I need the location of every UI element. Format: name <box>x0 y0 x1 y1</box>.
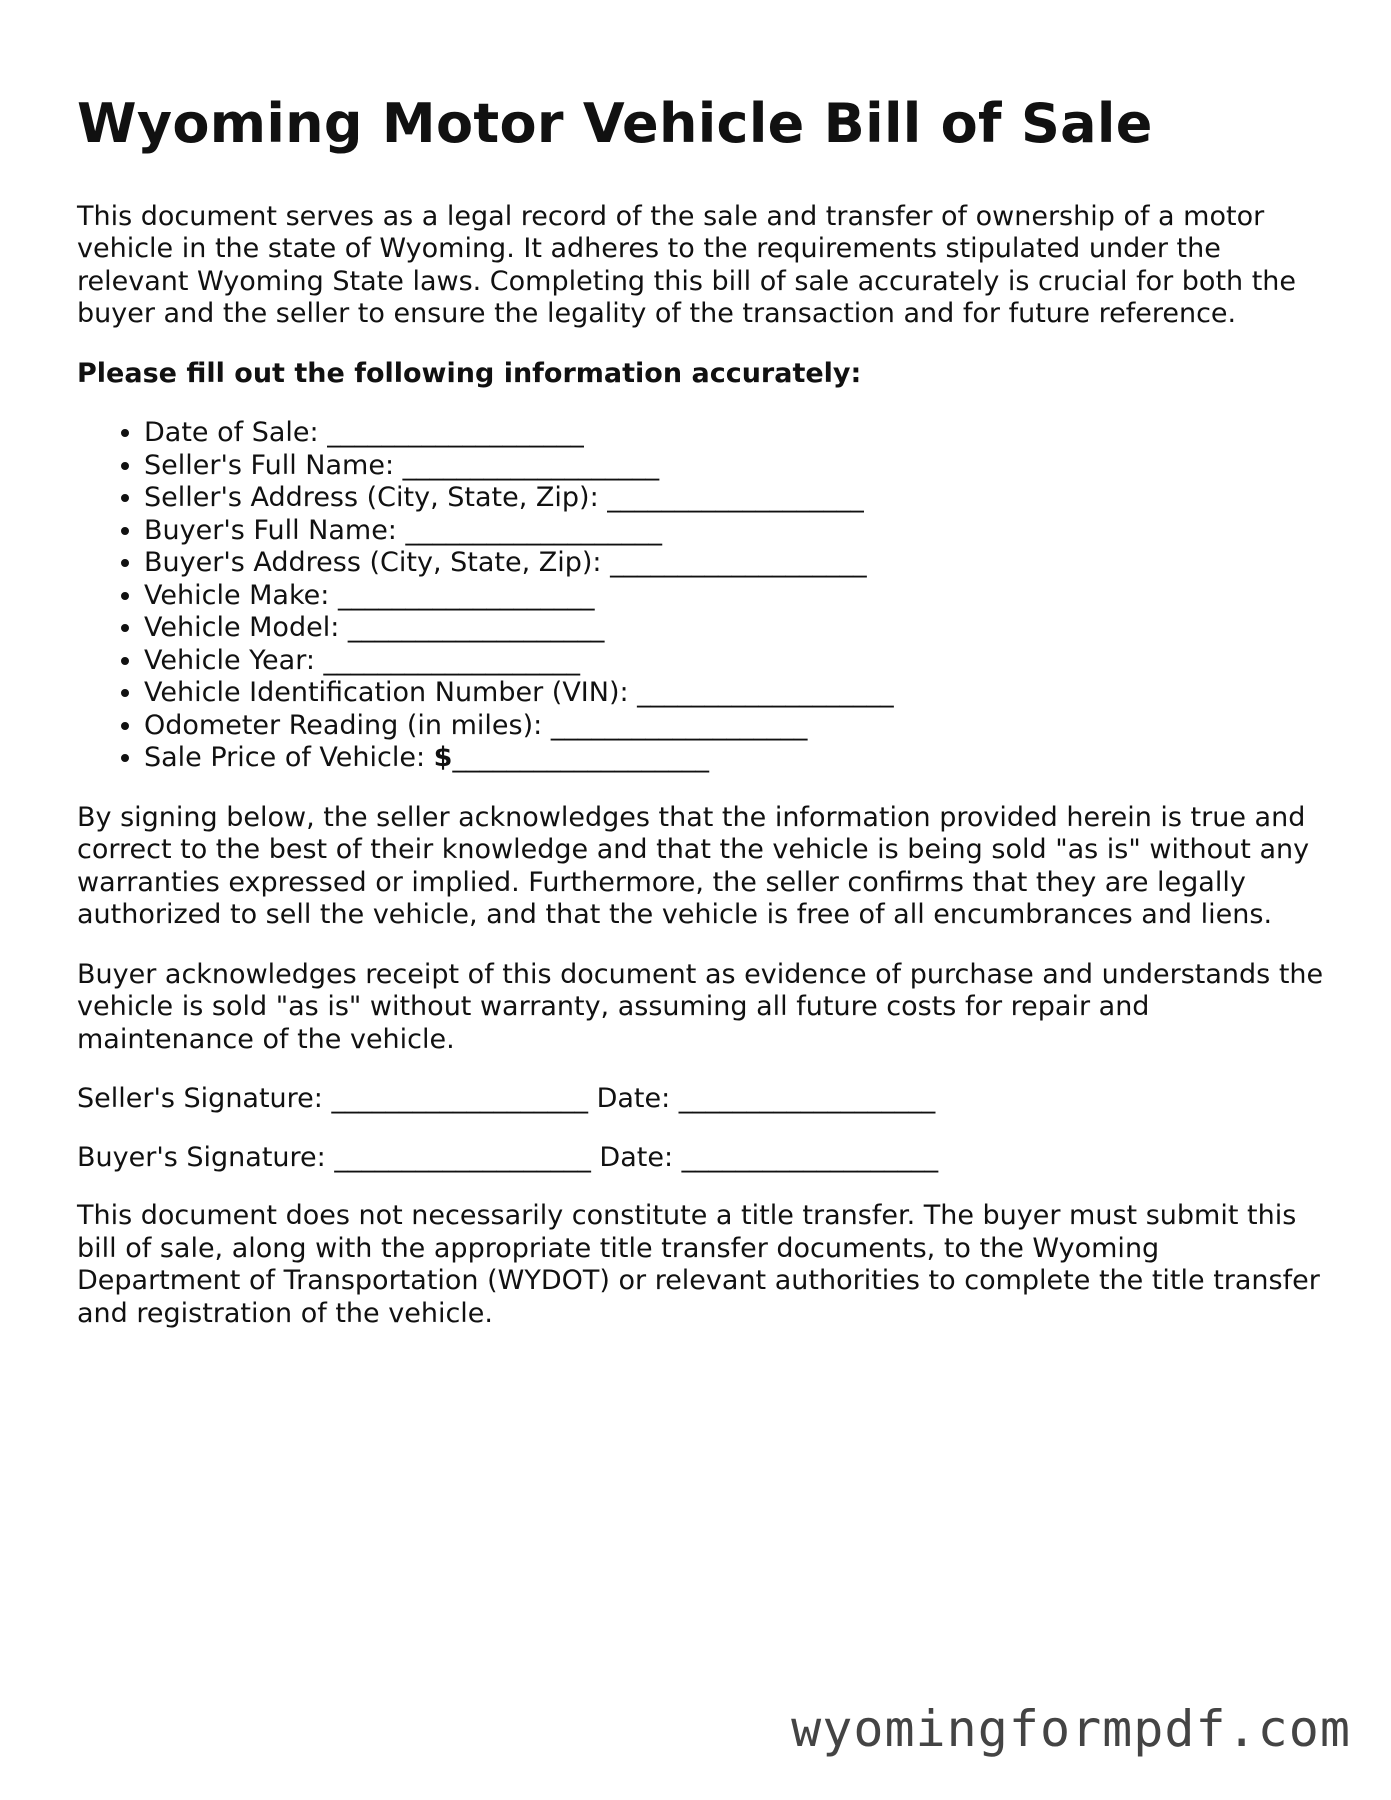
sale-price-blank[interactable]: ___________________ <box>452 742 709 774</box>
vehicle-make-blank[interactable]: ___________________ <box>337 579 595 611</box>
field-date-of-sale: • Date of Sale: ___________________ <box>144 417 1327 450</box>
buyer-name-blank[interactable]: ___________________ <box>405 514 662 546</box>
vehicle-model-blank[interactable]: ___________________ <box>347 612 605 644</box>
intro-paragraph: This document serves as a legal record of the sale and transfer of ownership of a motor vehicle in the state of Wyoming. It adheres to the requirements stipulated under the relevant Wyoming State laws. Completing this bill of sale accurately is crucial for both the buyer and the seller to ensure the legality of the transaction and for future reference. <box>77 200 1297 330</box>
document-title: Wyoming Motor Vehicle Bill of Sale <box>77 92 1153 155</box>
field-vehicle-model: • Vehicle Model: ___________________ <box>144 612 1327 645</box>
seller-signature-line: Seller's Signature: ___________________ Date: ___________________ <box>77 1083 936 1115</box>
bill-of-sale-document <box>77 92 1327 1357</box>
buyer-date-blank[interactable]: ___________________ <box>681 1141 939 1173</box>
buyer-acknowledgment: Buyer acknowledges receipt of this document as evidence of purchase and understands the vehicle is sold "as is" without warranty, assuming all future costs for repair and maintenance of the vehicle. <box>77 958 1324 1055</box>
buyer-signature-line: Buyer's Signature: ___________________ Date: ___________________ <box>77 1141 939 1173</box>
seller-signature-blank[interactable]: ___________________ <box>331 1083 588 1115</box>
fill-instructions: Please fill out the following information accurately: <box>77 357 862 389</box>
field-seller-address: • Seller's Address (City, State, Zip): ___________________ <box>144 482 1327 515</box>
field-odometer: • Odometer Reading (in miles): ___________________ <box>144 710 1327 743</box>
seller-date-blank[interactable]: ___________________ <box>678 1083 936 1115</box>
seller-name-blank[interactable]: ___________________ <box>402 449 660 481</box>
vehicle-year-blank[interactable]: ___________________ <box>323 644 581 676</box>
vin-blank[interactable]: ___________________ <box>637 677 894 709</box>
field-buyer-name: • Buyer's Full Name: ___________________ <box>144 515 1327 548</box>
seller-acknowledgment: By signing below, the seller acknowledges that the information provided herein is true and correct to the best of their knowledge and that the vehicle is being sold "as is" without any warranties expressed or implied. Furthermore, the seller confirms that they are legally authorized to sell the vehicle, and that the vehicle is free of all encumbrances and liens. <box>77 801 1310 931</box>
field-sale-price: • Sale Price of Vehicle: $___________________ <box>144 742 1327 775</box>
title-transfer-note: This document does not necessarily constitute a title transfer. The buyer must submit this bill of sale, along with the appropriate title transfer documents, to the Wyoming Department of Transportation (WYDOT) or relevant authorities to complete the title transfer and registration of the vehicle. <box>77 1200 1320 1329</box>
field-vin: • Vehicle Identification Number (VIN): ___________________ <box>144 677 1327 710</box>
date-of-sale-blank[interactable]: ___________________ <box>327 417 584 449</box>
buyer-signature-blank[interactable]: ___________________ <box>334 1141 591 1173</box>
field-vehicle-year: • Vehicle Year: ___________________ <box>144 645 1327 678</box>
field-seller-name: • Seller's Full Name: ___________________ <box>144 450 1327 483</box>
field-vehicle-make: • Vehicle Make: ___________________ <box>144 580 1327 613</box>
field-buyer-address: • Buyer's Address (City, State, Zip): ___________________ <box>144 547 1327 580</box>
dollar-sign: $ <box>433 742 453 774</box>
field-list <box>77 417 1327 775</box>
odometer-blank[interactable]: ___________________ <box>550 709 808 741</box>
buyer-address-blank[interactable]: ___________________ <box>610 547 867 579</box>
site-watermark: wyomingformpdf.com <box>791 1700 1351 1758</box>
seller-address-blank[interactable]: ___________________ <box>607 482 864 514</box>
